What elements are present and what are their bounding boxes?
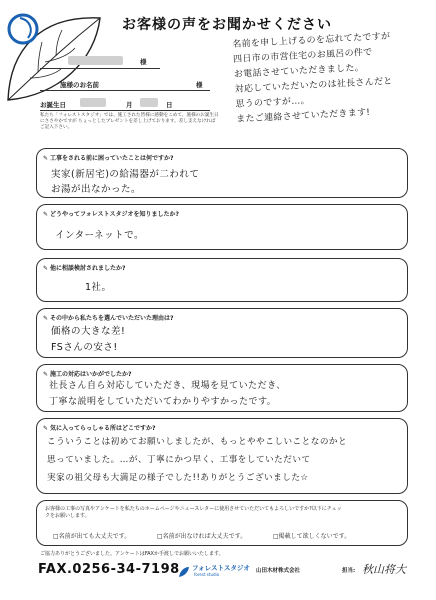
name-line-2: [40, 90, 210, 91]
page-title: お客様の声をお聞かせください: [122, 17, 332, 33]
brand-leaf-icon: [178, 563, 190, 575]
consent-box: [36, 500, 408, 546]
question-label: 気に入ってらっしゃる所はどこですか?: [50, 425, 156, 432]
note-line: またご連絡させていただきます!: [236, 107, 371, 125]
answer-line: こういうことは初めてお願いしましたが、もっとややこしいことなのかと: [47, 437, 348, 447]
fax-number: FAX.0256-34-7198: [38, 562, 180, 577]
note-line: 名前を申し上げるのを忘れてたですが: [232, 31, 391, 50]
staff-label: 担当:: [342, 568, 356, 574]
question-box-6: [36, 418, 408, 494]
pencil-icon: ✎: [43, 371, 49, 378]
redacted-name: [68, 56, 123, 65]
note-line: 四日市の市営住宅のお風呂の件で: [232, 47, 373, 65]
pencil-icon: ✎: [43, 315, 49, 322]
question-box-5: [36, 364, 408, 412]
consent-option-1[interactable]: □名前が出ても大丈夫です。: [53, 533, 131, 540]
handwritten-note: [232, 30, 395, 128]
staff-signature: 秋山将大: [362, 563, 406, 576]
question-label: 施工の対応はいかがでしたか?: [50, 371, 132, 378]
answer-line: インターネットで。: [55, 230, 144, 241]
birthday-line: [40, 110, 210, 111]
question-label: 他に相談検討されましたか?: [50, 265, 126, 272]
answer-line: 社長さん自ら対応していただき、現場を見ていただき、: [49, 381, 286, 391]
brand-subtitle: forest studio: [194, 572, 220, 577]
answer-line: お湯が出なかった。: [51, 184, 142, 195]
company-name: 山田木材株式会社: [256, 568, 301, 574]
day-label: 日: [166, 101, 173, 109]
question-label: その中から私たちを選んでいただいた理由は?: [50, 315, 174, 322]
pencil-icon: ✎: [43, 155, 49, 162]
answer-line: 価格の大きな差!: [51, 326, 126, 337]
answer-line: 思っていました。…が、丁寧にかつ早く、工事をしていただいて: [47, 455, 311, 465]
intro-text: 私たち「フォレストスタジオ」では、施工された皆様に感動をこめて、施様のお誕生日にささやかですが ちょっとしたプレゼントを差し上げております。差し支えなければご記入下さい。: [40, 113, 219, 131]
consent-option-2[interactable]: □名前が出なければ大丈夫です。: [157, 533, 247, 540]
question-box-2: [36, 204, 408, 250]
pencil-icon: ✎: [43, 425, 49, 432]
redacted-birth-year: [80, 98, 106, 107]
question-box-3: [36, 258, 408, 302]
answer-line: 実家の祖父母も大満足の様子でした!!ありがとうございました☆: [47, 473, 309, 483]
question-box-4: [36, 308, 408, 358]
note-line: 思うのですが…。: [235, 96, 311, 110]
answer-line: 1社。: [85, 282, 112, 293]
note-line: 対応していただいたのは社長さんだと: [234, 76, 393, 95]
consent-option-3[interactable]: □掲載して欲しくないです。: [273, 533, 351, 540]
brand-name: フォレストスタジオ: [192, 564, 250, 572]
pencil-icon: ✎: [43, 211, 49, 218]
honorific-1: 様: [140, 58, 147, 66]
answer-line: 実家(新居宅)の給湯器が二われて: [51, 169, 200, 180]
question-label: 工事をされる前に困っていたことは何ですか?: [50, 155, 174, 162]
question-box-1: [36, 148, 408, 198]
pencil-icon: ✎: [43, 265, 49, 272]
answer-line: FSさんの安さ!: [51, 342, 118, 353]
honorific-2: 様: [196, 81, 203, 89]
answer-line: 丁寧な説明をしていただいてわかりやすかったです。: [49, 397, 277, 407]
question-label: どうやってフォレストスタジオを知りましたか?: [50, 211, 179, 218]
name-line-1: [40, 68, 160, 69]
cooperation-text: ご協力ありがとうございました。アンケートはFAXか手渡しでお願いいたします。: [40, 551, 224, 557]
month-label: 月: [126, 101, 133, 109]
consent-text: お客様の工事の写真やアンケートを私たちのホームページやニュースレターに使用させていただいてもよろしいですか?以下にチェックをお願いします。: [45, 506, 342, 519]
name-label: 施様のお名前: [60, 81, 99, 89]
redacted-birth-day: [140, 98, 158, 107]
birthday-label: お誕生日: [40, 101, 66, 109]
blue-circle-icon: [6, 12, 40, 46]
note-line: お電話させていただきました。: [233, 63, 365, 80]
